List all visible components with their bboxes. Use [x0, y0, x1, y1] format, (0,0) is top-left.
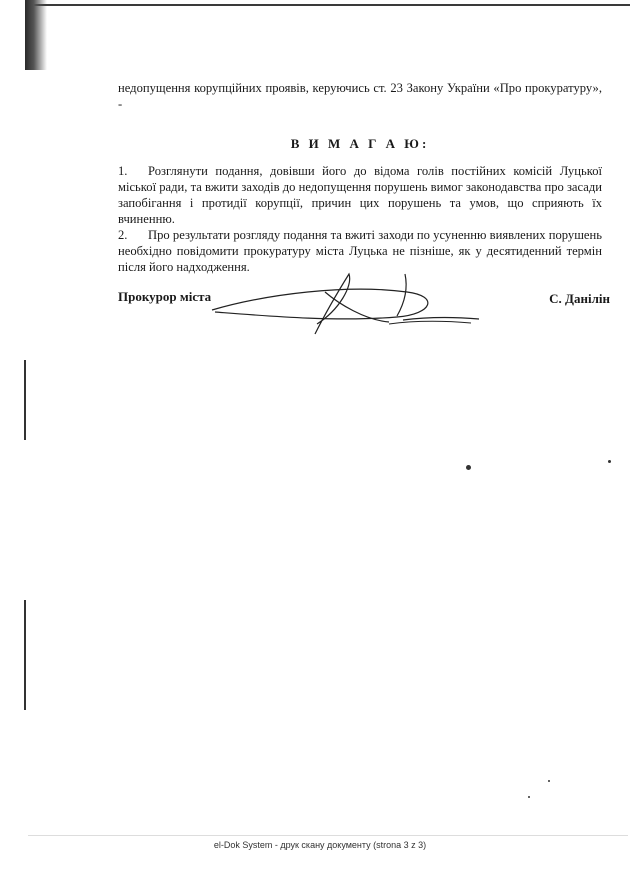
- requirement-item: [118, 163, 602, 227]
- scan-edge-left: [25, 0, 47, 70]
- requirement-text: Розглянути подання, довівши його до відома голів постійних комісій Луцької міської ради, та вжити заходів до недопущення порушень вимог законодавства про засади запобігання і протидії корупції, причин цих порушень та умов, що сприяють їх вчиненню.: [118, 164, 602, 226]
- intro-paragraph: недопущення корупційних проявів, керуючись ст. 23 Закону України «Про прокуратуру», -: [118, 81, 602, 111]
- scan-speck: [548, 780, 550, 782]
- scan-edge-top: [30, 4, 630, 6]
- demand-heading: В И М А Г А Ю:: [290, 136, 430, 151]
- requirement-text: Про результати розгляду подання та вжиті заходи по усуненню виявлених порушень необхідно повідомити прокуратуру міста Луцька не пізніше, як у десятиденний термін після його надходження.: [118, 228, 602, 274]
- footer-text: el-Dok System - друк скану документу (strona 3 z 3): [213, 840, 427, 850]
- scan-edge-line: [24, 360, 26, 440]
- scan-speck: [608, 460, 611, 463]
- signatory-name: С. Данілін: [549, 291, 610, 306]
- requirement-number: 1.: [118, 164, 128, 178]
- document-body: [118, 80, 602, 275]
- footer-divider: [28, 835, 628, 836]
- scan-speck: [466, 465, 471, 470]
- scan-edge-line: [24, 600, 26, 710]
- signatory-title: Прокурор міста: [118, 289, 212, 304]
- handwritten-signature: [207, 268, 487, 343]
- requirement-number: 2.: [118, 228, 128, 242]
- scan-speck: [528, 796, 530, 798]
